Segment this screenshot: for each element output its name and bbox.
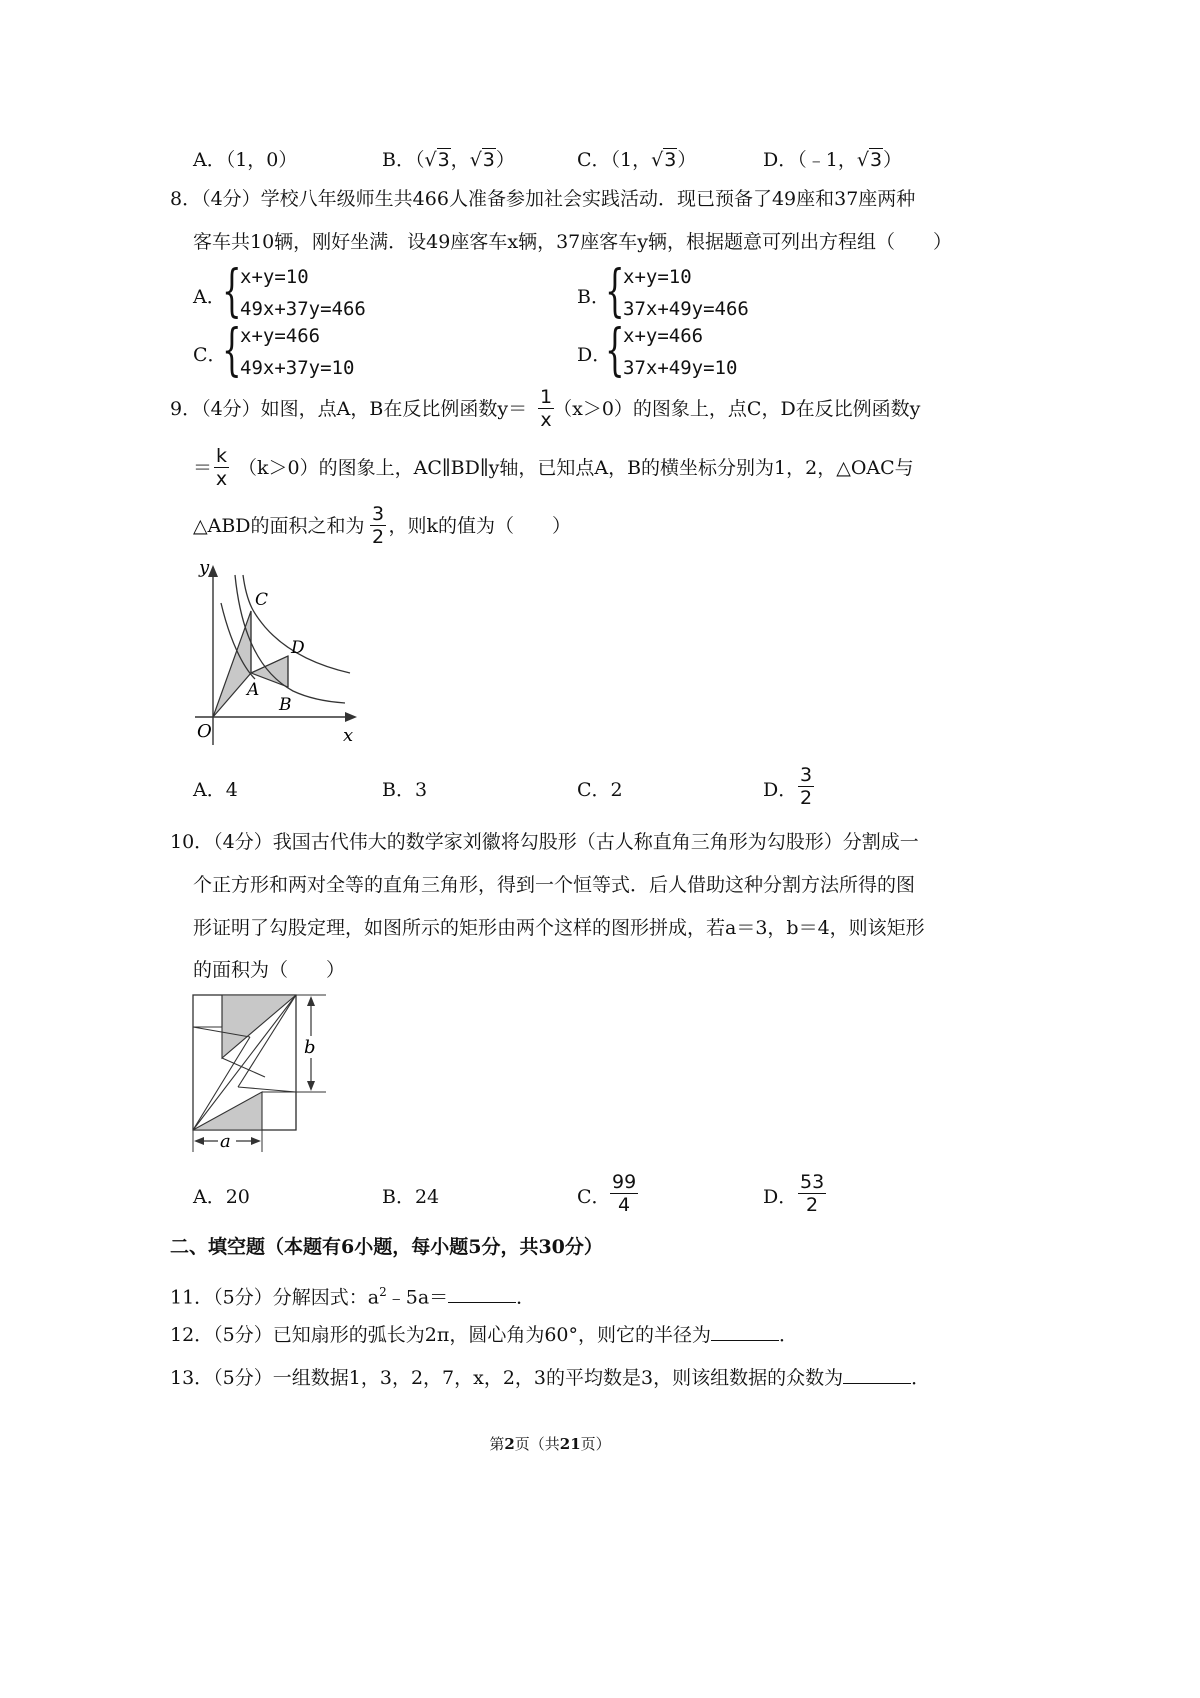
q10-option-d-fraction: $\frac{53}{2}$ xyxy=(800,1171,825,1216)
arrow-left-icon xyxy=(194,1137,204,1145)
q9-option-d: D． xyxy=(763,779,798,801)
label-b: B xyxy=(279,695,292,715)
q8-option-a-label: A． xyxy=(193,286,226,308)
q9-fraction-k-over-x: $\frac{k}{x}$ xyxy=(215,445,228,490)
q8-option-d-label: D． xyxy=(577,344,612,366)
q9-fraction-3-over-2: $\frac{3}{2}$ xyxy=(372,503,385,548)
y-axis-arrow-icon xyxy=(208,565,218,577)
q10-option-a: A．20 xyxy=(193,1186,250,1208)
section-2-heading: 二、填空题（本题有6小题，每小题5分，共30分） xyxy=(170,1236,603,1258)
q10-line3: 形证明了勾股定理，如图所示的矩形由两个这样的图形拼成，若a＝3，b＝4，则该矩形 xyxy=(193,917,925,939)
q9-option-d-fraction: $\frac{3}{2}$ xyxy=(800,764,813,809)
shaded-triangle-bottom xyxy=(193,1092,262,1130)
q9-option-a: A．4 xyxy=(193,779,238,801)
shaded-triangle-top xyxy=(222,995,296,1058)
q9-option-c: C．2 xyxy=(577,779,623,801)
q7-option-c: C．（1，√3） xyxy=(577,149,697,171)
label-y: y xyxy=(199,557,210,578)
q9-option-b: B．3 xyxy=(382,779,428,801)
q9-fraction-1-over-x: $\frac{1}{x}$ xyxy=(540,386,553,431)
q10-option-c: C． xyxy=(577,1186,611,1208)
label-c: C xyxy=(255,590,269,610)
q7-option-a: A．（1，0） xyxy=(193,149,298,171)
arrow-down-icon xyxy=(307,1081,315,1091)
arrow-up-icon xyxy=(307,996,315,1006)
q8-line2: 客车共10辆，刚好坐满．设49座客车x辆，37座客车y辆，根据题意可列出方程组（ ） xyxy=(193,231,952,253)
q9-line2: ＝ （k＞0）的图象上，AC∥BD∥y轴，已知点A，B的横坐标分别为1，2，△OAC与 xyxy=(193,457,914,479)
label-d: D xyxy=(291,638,305,658)
answer-blank[interactable] xyxy=(843,1365,911,1384)
q10-option-b: B．24 xyxy=(382,1186,440,1208)
q10-figure-rectangle xyxy=(190,992,335,1157)
q7-option-d: D．（﹣1，√3） xyxy=(763,149,903,171)
q9-line1: 9．（4分）如图，点A，B在反比例函数y＝ （x＞0）的图象上，点C，D在反比例函数y xyxy=(170,398,921,420)
x-axis-arrow-icon xyxy=(345,712,357,722)
q12: 12．（5分）已知扇形的弧长为2π，圆心角为60°，则它的半径为 ． xyxy=(170,1324,799,1346)
q10-option-d: D． xyxy=(763,1186,798,1208)
q7-option-b: B．（√3，√3） xyxy=(382,149,515,171)
q8-option-c-label: C． xyxy=(193,344,227,366)
sqrt-symbol: √3 xyxy=(424,149,450,171)
answer-blank[interactable] xyxy=(448,1284,516,1303)
page-footer: 第2页（共21页） xyxy=(489,1435,611,1453)
label-a: a xyxy=(220,1131,231,1152)
q10-line1: 10．（4分）我国古代伟大的数学家刘徽将勾股形（古人称直角三角形为勾股形）分割成一 xyxy=(170,831,919,853)
q8-line1: 8．（4分）学校八年级师生共466人准备参加社会实践活动．现已预备了49座和37座两种 xyxy=(170,188,916,210)
answer-blank[interactable] xyxy=(711,1322,779,1341)
q9-line3: △ABD的面积之和为 ，则k的值为（ ） xyxy=(193,515,572,537)
label-b: b xyxy=(304,1037,316,1058)
q10-line2: 个正方形和两对全等的直角三角形，得到一个恒等式．后人借助这种分割方法所得的图 xyxy=(193,874,916,896)
q10-option-c-fraction: $\frac{99}{4}$ xyxy=(612,1171,637,1216)
arrow-right-icon xyxy=(251,1137,261,1145)
label-x: x xyxy=(343,725,354,746)
q8-option-b-label: B． xyxy=(577,286,610,308)
label-o: O xyxy=(197,721,212,742)
q11: 11．（5分）分解因式：$a^2﹣5a=$ ． xyxy=(170,1285,536,1309)
q9-figure-hyperbola xyxy=(185,555,370,750)
label-a: A xyxy=(247,680,260,700)
q13: 13．（5分）一组数据1，3，2，7，x，2，3的平均数是3，则该组数据的众数为 ． xyxy=(170,1367,931,1389)
q10-line4: 的面积为（ ） xyxy=(193,959,346,981)
